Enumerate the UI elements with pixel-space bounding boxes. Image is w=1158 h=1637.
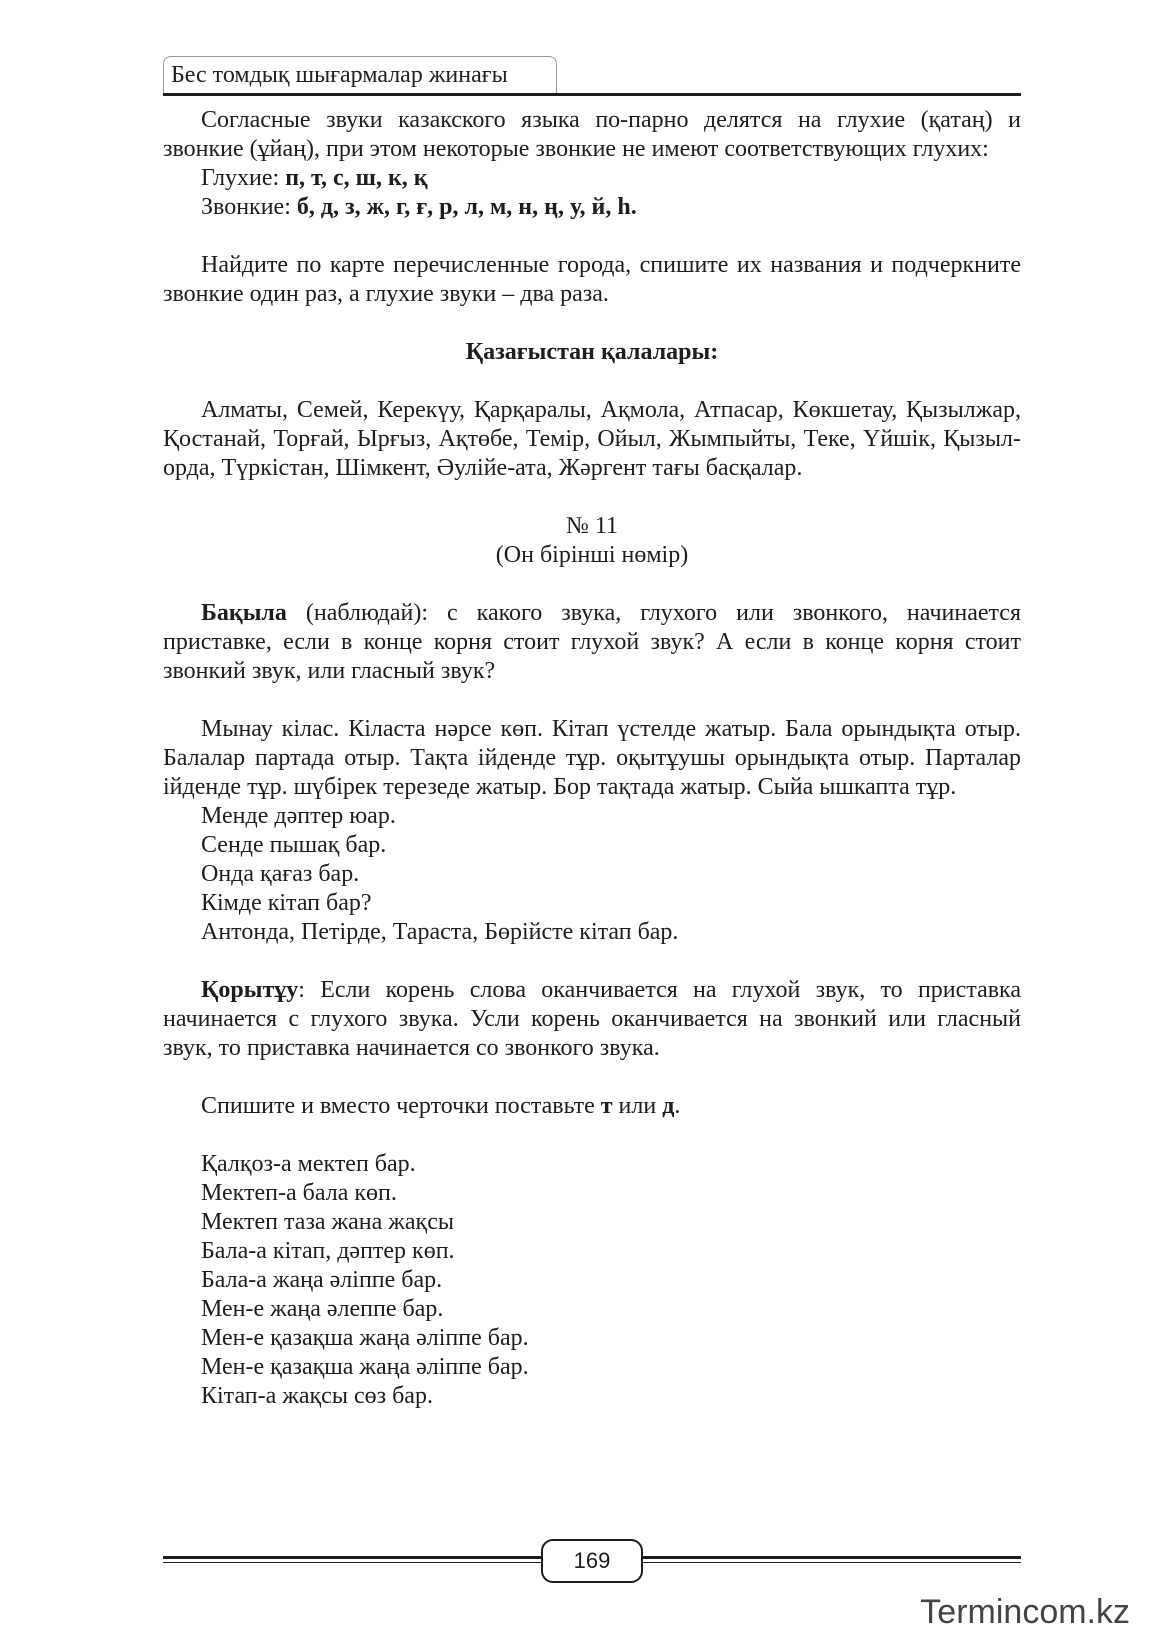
sentence-line: Антонда, Петірде, Тараста, Бөрійсте кітап бар. — [201, 919, 679, 945]
exercise-number: № 11 — [565, 513, 618, 539]
watermark-logo: Termincom.kz — [920, 1593, 1130, 1631]
voiced-consonants-line — [163, 193, 1021, 222]
exercise-line: Бала-а жаңа әліппе бар. — [201, 1267, 443, 1293]
page-body — [163, 106, 1021, 1411]
task-fill-letters: Спишите и вместо черточки поставьте т или д. — [201, 1093, 681, 1119]
conclusion-paragraph — [163, 976, 1021, 1063]
sentence-line: Онда қағаз бар. — [201, 861, 360, 887]
cities-heading: Қазағыстан қалалары: — [465, 339, 719, 365]
exercise-line: Мен-е қазақша жаңа әліппе бар. — [201, 1325, 529, 1351]
sentence-line: Менде дәптер юар. — [201, 803, 396, 829]
voiced-letters: б, д, з, ж, г, ғ, р, л, м, н, ң, у, й, һ. — [296, 194, 637, 220]
observe-label: Бақыла — [201, 600, 287, 626]
exercise-number-subtitle: (Он бірінші нөмір) — [495, 542, 689, 568]
exercise-line: Кітап-а жақсы сөз бар. — [201, 1383, 433, 1409]
observe-text: (наблюдай): с какого звука, глухого или звонкого, начинается приставке, если в конце корня стоит глухой звук? А если в конце корня стоит звонкий звук, или гласный звук? — [163, 600, 1021, 684]
page-footer — [163, 1536, 1021, 1586]
header-rule — [163, 93, 1021, 96]
exercise-line: Мен-е қазақша жаңа әліппе бар. — [201, 1354, 529, 1380]
running-header — [163, 56, 1021, 96]
header-title: Бес томдық шығармалар жинағы — [171, 62, 508, 88]
deaf-consonants-line — [163, 164, 1021, 193]
exercise-line: Қалқоз-а мектеп бар. — [201, 1151, 416, 1177]
observe-paragraph — [163, 599, 1021, 686]
conclusion-text: : Если корень слова оканчивается на глухой звук, то приставка начинается с глухого звука. Усли корень оканчивается на звонкий или гласный звук, то приставка начинается со звонкого звука. — [163, 977, 1021, 1061]
exercise-line: Мектеп таза жана жақсы — [201, 1209, 454, 1235]
conclusion-label: Қорытұу — [201, 977, 299, 1003]
consonants-paragraph: Согласные звуки казакского языка по-парно делятся на глухие (қатаң) и звонкие (ұйаң), при этом некоторые звонкие не имеют соответствующих глухих: — [163, 107, 1021, 162]
exercise-line: Бала-а кітап, дәптер көп. — [201, 1238, 455, 1264]
sentence-line: Кімде кітап бар? — [201, 890, 372, 916]
page-number: 169 — [541, 1539, 643, 1583]
sentence-line: Сенде пышақ бар. — [201, 832, 387, 858]
exercise-line: Мен-е жаңа әлеппе бар. — [201, 1296, 444, 1322]
voiced-label: Звонкие: — [201, 194, 297, 220]
deaf-label: Глухие: — [201, 165, 286, 191]
task-find-cities: Найдите по карте перечисленные города, спишите их названия и подчеркните звонкие один раз, а глухие звуки – два раза. — [163, 252, 1021, 307]
sentences-paragraph: Мынау кілас. Кіласта нәрсе көп. Кітап үстелде жатыр. Бала орындықта отыр. Балалар партада отыр. Тақта ійденде тұр. оқытұушы орындықта отыр. Парталар ійденде тұр. шүбірек терезеде жатыр. Бор тақтада жатыр. Сыйа ышкапта тұр. — [163, 716, 1021, 800]
exercise-line: Мектеп-а бала көп. — [201, 1180, 397, 1206]
cities-list: Алматы, Семей, Керекүу, Қарқаралы, Ақмола, Атпасар, Көкшетау, Қызылжар, Қостанай, Торғай, Ырғыз, Ақтөбе, Темір, Ойыл, Жымпыйты, Теке, Үйшік, Қызыл-орда, Түркістан, Шімкент, Әулійе-ата, Жәргент тағы басқалар. — [163, 397, 1021, 481]
deaf-letters: п, т, с, ш, к, қ — [285, 165, 428, 191]
